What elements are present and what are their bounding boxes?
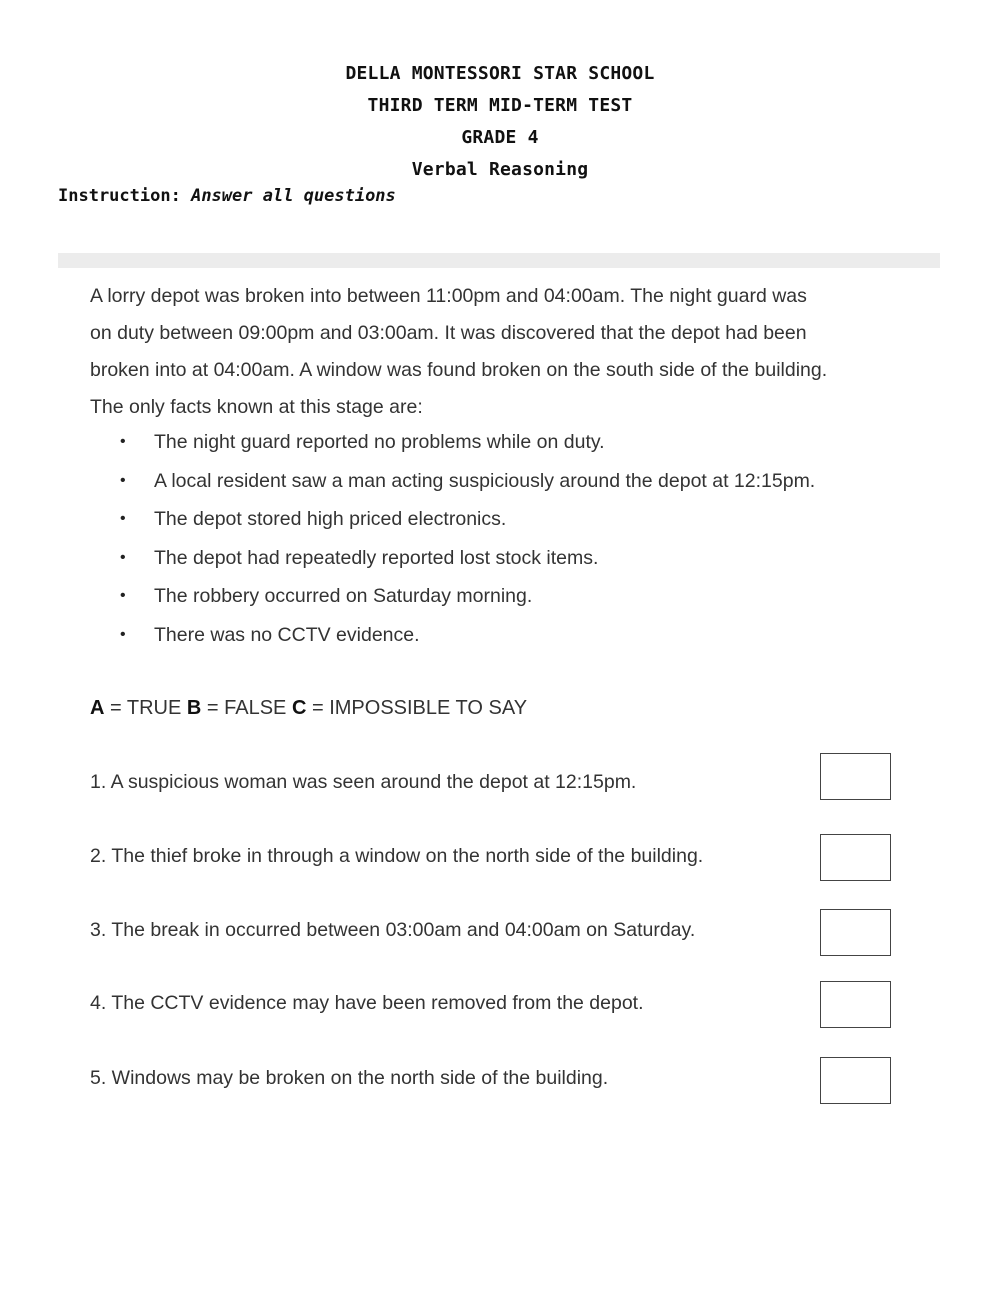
passage: [90, 278, 920, 426]
passage-line: The only facts known at this stage are:: [90, 396, 423, 418]
bullet-icon: •: [120, 548, 126, 566]
facts-list: [118, 423, 815, 655]
divider-bar: [58, 253, 940, 268]
instruction: [58, 186, 396, 206]
question-1: 1. A suspicious woman was seen around the depot at 12:15pm.: [90, 771, 637, 793]
fact-text: The depot had repeatedly reported lost stock items.: [154, 546, 599, 569]
bullet-icon: •: [120, 471, 126, 489]
fact-text: The robbery occurred on Saturday morning.: [154, 585, 533, 608]
bullet-icon: •: [120, 587, 126, 605]
key-b-text: = FALSE: [201, 697, 292, 719]
key-a-letter: A: [90, 697, 105, 719]
subject-label: Verbal Reasoning: [411, 159, 589, 180]
answer-box-1[interactable]: [820, 753, 891, 800]
fact-item: [118, 423, 815, 462]
passage-line: A lorry depot was broken into between 11:00pm and 04:00am. The night guard was: [90, 285, 807, 307]
answer-box-5[interactable]: [820, 1057, 891, 1104]
fact-item: [118, 462, 815, 501]
fact-text: The depot stored high priced electronics.: [154, 508, 507, 531]
passage-line: on duty between 09:00pm and 03:00am. It was discovered that the depot had been: [90, 322, 807, 344]
answer-box-4[interactable]: [820, 981, 891, 1028]
school-name: DELLA MONTESSORI STAR SCHOOL: [345, 63, 655, 84]
test-title: THIRD TERM MID-TERM TEST: [367, 95, 633, 116]
bullet-icon: •: [120, 625, 126, 643]
document-header: [0, 58, 1000, 186]
key-a-text: = TRUE: [104, 697, 187, 719]
question-3: 3. The break in occurred between 03:00am and 04:00am on Saturday.: [90, 919, 696, 941]
passage-line: broken into at 04:00am. A window was found broken on the south side of the building.: [90, 359, 828, 381]
instruction-text: Answer all questions: [191, 186, 396, 206]
bullet-icon: •: [120, 433, 126, 450]
answer-key: [90, 693, 527, 723]
instruction-label: Instruction:: [58, 186, 181, 206]
fact-text: The night guard reported no problems while on duty.: [154, 431, 605, 453]
fact-item: [118, 577, 815, 616]
key-b-letter: B: [186, 697, 202, 719]
bullet-icon: •: [120, 510, 126, 528]
fact-item: [118, 500, 815, 539]
fact-text: A local resident saw a man acting suspiciously around the depot at 12:15pm.: [154, 469, 816, 492]
question-5: 5. Windows may be broken on the north side of the building.: [90, 1067, 609, 1089]
key-c-letter: C: [291, 697, 307, 719]
answer-box-3[interactable]: [820, 909, 891, 956]
answer-box-2[interactable]: [820, 834, 891, 881]
question-2: 2. The thief broke in through a window on the north side of the building.: [90, 845, 704, 867]
question-4: 4. The CCTV evidence may have been removed from the depot.: [90, 992, 644, 1014]
fact-item: [118, 539, 815, 578]
fact-item: [118, 616, 815, 655]
key-c-text: = IMPOSSIBLE TO SAY: [306, 697, 528, 719]
grade-label: GRADE 4: [461, 127, 539, 148]
fact-text: There was no CCTV evidence.: [154, 623, 420, 646]
